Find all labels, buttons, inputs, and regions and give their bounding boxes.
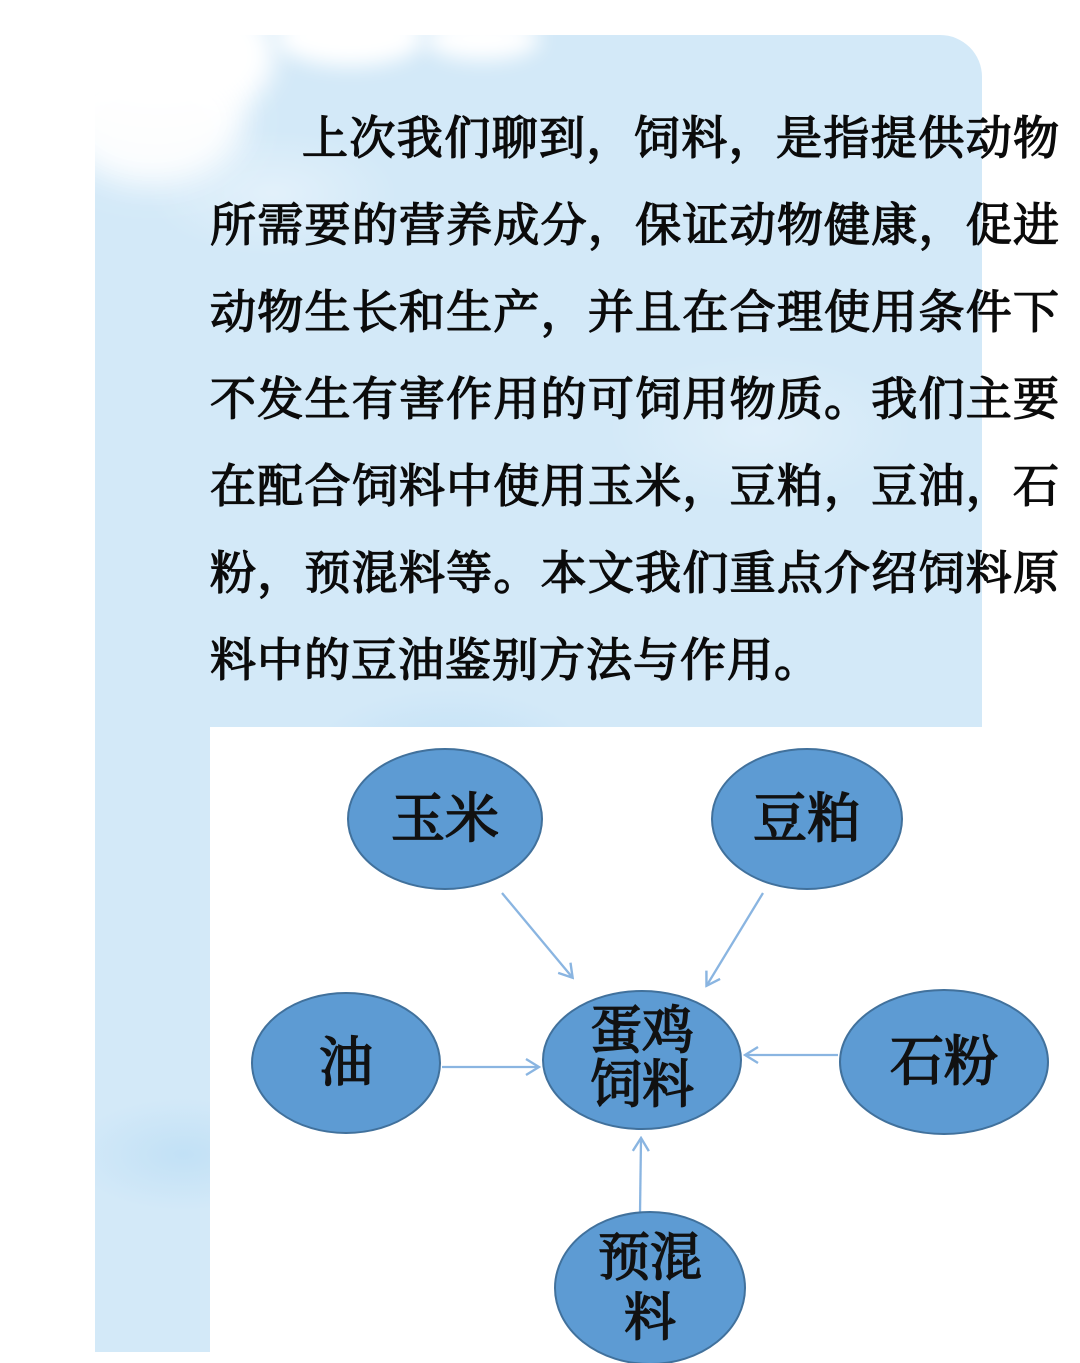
cloud-decoration [425, 18, 540, 60]
paragraph-line: 不发生有害作用的可饲用物质。我们主要 [210, 373, 1060, 425]
feed-label-line2: 饲料 [589, 1057, 695, 1115]
corn-label: 玉米 [391, 789, 499, 849]
paragraph-line: 上次我们聊到，饲料，是指提供动物 [302, 112, 1060, 164]
node-corn [348, 749, 542, 889]
node-soybean-meal [712, 749, 902, 889]
paragraph-line: 动物生长和生产，并且在合理使用条件下 [210, 286, 1060, 338]
article-panel [95, 35, 1060, 1352]
arrow-corn-to-feed [502, 893, 572, 977]
oil-label: 油 [319, 1033, 373, 1093]
paragraph-line: 所需要的营养成分，保证动物健康，促进 [210, 199, 1060, 251]
premix-label-line1: 预混 [597, 1230, 703, 1288]
feed-label-line1: 蛋鸡 [589, 1003, 695, 1061]
cloud-decoration [60, 55, 245, 185]
paragraph-line: 在配合饲料中使用玉米，豆粕，豆油，石 [210, 460, 1060, 512]
feed-ingredients-diagram [210, 727, 1060, 1363]
article-paragraph [210, 95, 1060, 704]
node-feed [543, 991, 741, 1129]
arrow-premix-to-feed [640, 1139, 641, 1214]
paragraph-line: 料中的豆油鉴别方法与作用。 [210, 634, 821, 686]
stone-powder-label: 石粉 [890, 1032, 998, 1092]
arrow-soybean-meal-to-feed [707, 893, 763, 985]
soybean-meal-label: 豆粕 [753, 789, 861, 849]
diagram-canvas [210, 727, 1060, 1363]
cloud-decoration [275, 8, 425, 66]
node-oil [252, 993, 440, 1133]
node-premix [555, 1212, 745, 1363]
node-stone-powder [840, 990, 1048, 1134]
premix-label-line2: 料 [623, 1290, 677, 1348]
paragraph-line: 粉，预混料等。本文我们重点介绍饲料原 [210, 547, 1060, 599]
